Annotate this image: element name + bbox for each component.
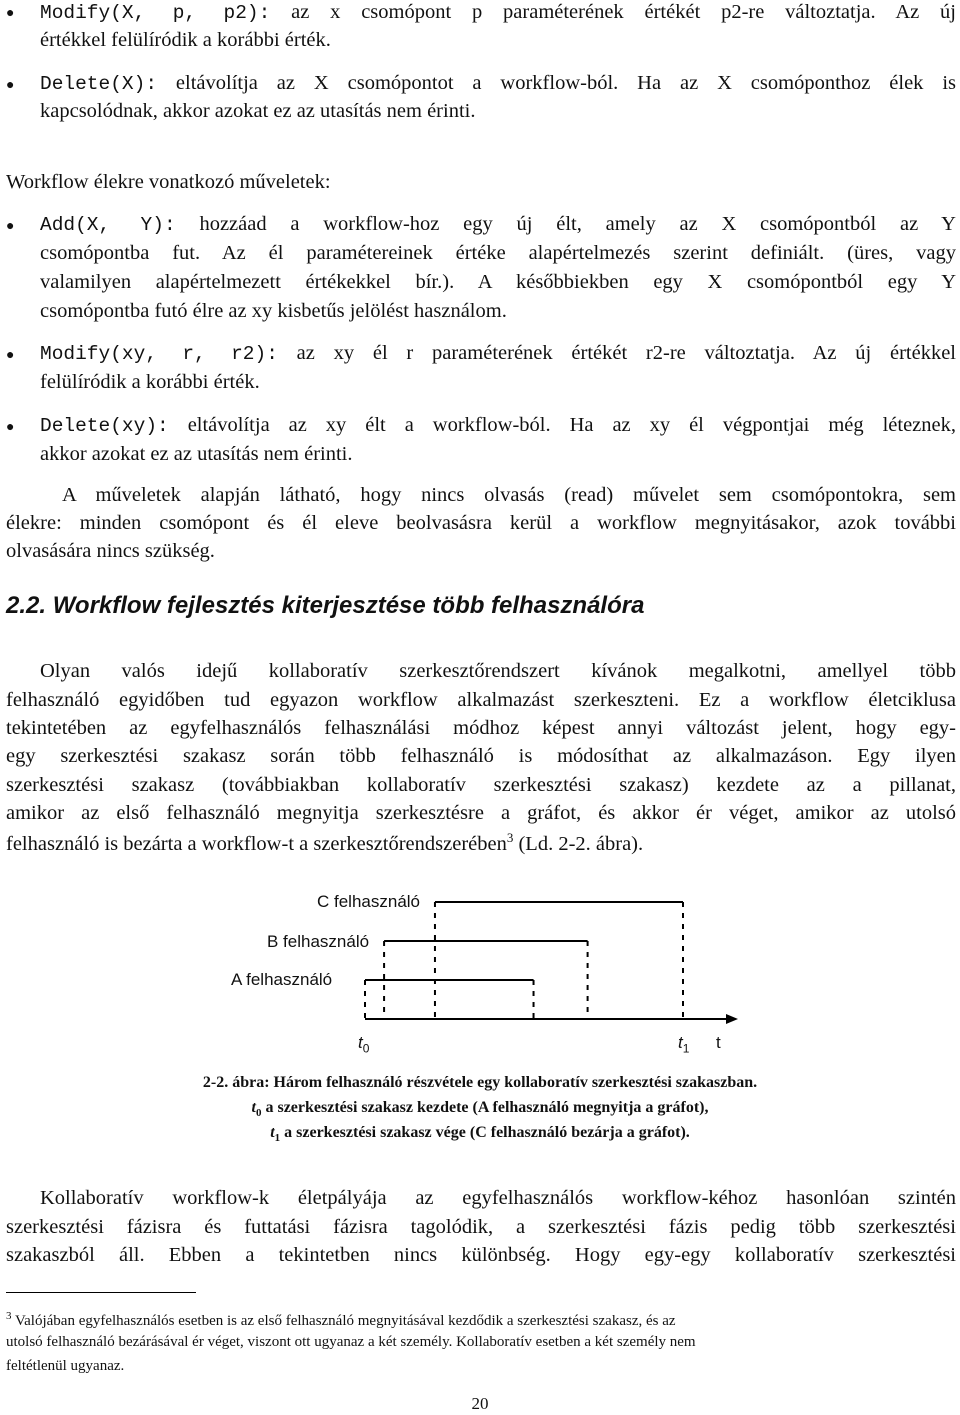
figure-caption-line xyxy=(0,1099,960,1119)
label-user-a: A felhasználó xyxy=(231,970,333,989)
figure-caption-title: 2-2. ábra: Három felhasználó részvétele egy kollaboratív szerkesztési szakaszban. xyxy=(202,1074,758,1091)
paragraph-line: felhasználó egyidőben tud egyazon workflow alkalmazást szerkeszteni. Ez a workflow életciklusa xyxy=(6,689,956,711)
axis-arrowhead xyxy=(726,1014,738,1024)
label-t0-base: t xyxy=(358,1033,363,1052)
bullet-continuation: valamilyen alapértelmezett értékekkel bír.). A későbbiekben egy X csomópontból egy Y xyxy=(40,271,956,293)
section-heading: 2.2. Workflow fejlesztés kiterjesztése több felhasználóra xyxy=(6,592,645,619)
code-signature: Add(X, Y): xyxy=(40,214,176,236)
bullet-line xyxy=(40,1,956,24)
figure-timeline xyxy=(220,885,740,1065)
bullet-continuation: kapcsolódnak, akkor azokat ez az utasítás nem érinti. xyxy=(40,100,476,122)
bullet-dot: ● xyxy=(6,78,15,93)
bullet-continuation: akkor azokat ez az utasítás nem érinti. xyxy=(40,443,353,465)
paragraph-text: (Ld. 2-2. ábra). xyxy=(518,832,644,855)
caption-t1: t xyxy=(270,1124,275,1141)
code-signature: Delete(X): xyxy=(40,73,158,95)
label-t1-base: t xyxy=(678,1033,683,1052)
caption-t0: t xyxy=(251,1099,256,1116)
bullet-dot: ● xyxy=(6,420,15,435)
page-number: 20 xyxy=(471,1394,489,1413)
bullet-text: az x csomópont p paraméterének értékét p2-re változtatja. Az új xyxy=(270,1,956,23)
caption-text: a szerkesztési szakasz vége (C felhasználó bezárja a gráfot). xyxy=(280,1124,690,1141)
caption-t1-sub: 1 xyxy=(274,1132,281,1145)
footnote-line: feltétlenül ugyanaz. xyxy=(6,1358,125,1374)
bullet-dot: ● xyxy=(6,6,15,21)
bullet-continuation: csomópontba fut. Az él paramétereinek értéke alapértelmezés szerint definiált. (üres, vagy xyxy=(40,242,956,264)
footnote-line xyxy=(6,1310,676,1330)
bullet-line xyxy=(40,342,956,365)
label-t1 xyxy=(678,1033,689,1055)
paragraph-line: Olyan valós idejű kollaboratív szerkesztőrendszert kívánok megalkotni, amellyel több xyxy=(40,660,956,682)
code-signature: Delete(xy): xyxy=(40,415,169,437)
caption-t0-sub: 0 xyxy=(255,1107,262,1120)
bullet-continuation: értékkel felülíródik a korábbi érték. xyxy=(40,29,331,51)
paragraph-line: szerkesztési fázisra és futtatási fázisra tagolódik, a szerkesztési fázis pedig több szerkesztési xyxy=(6,1216,956,1238)
footnote-text: Valójában egyfelhasználós esetben is az első felhasználó megnyitásával kezdődik a szerkesztési szakasz, és az xyxy=(11,1313,676,1329)
bullet-dot: ● xyxy=(6,219,15,234)
bullet-text: hozzáad a workflow-hoz egy új élt, amely az X csomópontból az Y xyxy=(175,213,956,235)
paragraph-line: A műveletek alapján látható, hogy nincs olvasás (read) művelet sem csomópontokra, sem xyxy=(62,484,956,506)
label-t1-sub: 1 xyxy=(682,1041,690,1056)
bullet-continuation: csomópontba futó élre az xy kisbetűs jelölést használom. xyxy=(40,300,507,322)
paragraph-line: Kollaboratív workflow-k életpályája az egyfelhasználós workflow-kéhoz hasonlóan szintén xyxy=(40,1187,956,1209)
paragraph-line: olvasására nincs szükség. xyxy=(6,540,215,562)
code-signature: Modify(xy, r, r2): xyxy=(40,343,278,365)
label-user-b: B felhasználó xyxy=(267,932,370,951)
bullet-text: eltávolítja az xy élt a workflow-ból. Ha az xy él végpontjai még léteznek, xyxy=(168,414,956,436)
bullet-line xyxy=(40,213,956,236)
paragraph-line: amikor az első felhasználó megnyitja szerkesztésre a gráfot, és akkor ér véget, amikor az utolsó xyxy=(6,802,956,824)
edge-ops-intro: Workflow élekre vonatkozó műveletek: xyxy=(6,171,331,193)
footnote-ref: 3 xyxy=(506,830,514,845)
bullet-text: eltávolítja az X csomópontot a workflow-ból. Ha az X csomóponthoz élek is xyxy=(157,72,956,94)
footnote-mark: 3 xyxy=(6,1310,12,1322)
label-user-c: C felhasználó xyxy=(317,892,421,911)
label-t0-sub: 0 xyxy=(362,1041,370,1056)
caption-text: a szerkesztési szakasz kezdete (A felhasználó megnyitja a gráfot), xyxy=(261,1099,709,1116)
bullet-continuation: felülíródik a korábbi érték. xyxy=(40,371,260,393)
bullet-dot: ● xyxy=(6,348,15,363)
paragraph-line: szakaszból áll. Ebben a tekintetben nincs különbség. Hogy egy-egy kollaboratív szerkesztési xyxy=(6,1244,956,1266)
footnote-line: utolsó felhasználó bezárásával ér véget, viszont ott ugyanaz a két személy. Kollaboratív esetben a két személy nem xyxy=(6,1334,696,1350)
code-signature: Modify(X, p, p2): xyxy=(40,2,271,24)
paragraph-line: tekintetében az egyfelhasználós felhasználási módhoz képest annyi változást jelent, hogy egy- xyxy=(6,717,956,739)
footnote-separator xyxy=(6,1292,196,1293)
bullet-line xyxy=(40,414,956,437)
paragraph-line: élekre: minden csomópont és él eleve beolvasásra kerül a workflow megnyitásakor, azok további xyxy=(6,512,956,534)
paragraph-line: szerkesztési szakasz (továbbiakban kollaboratív szerkesztési szakasz) kezdete az a pillanat, xyxy=(6,774,956,796)
bullet-text: az xy él r paraméterének értékét r2-re változtatja. Az új értékkel xyxy=(277,342,957,364)
bullet-line xyxy=(40,72,956,95)
paragraph-line xyxy=(6,830,643,856)
paragraph-line: egy szerkesztési szakasz során több felhasználó is módosíthat az alkalmazáson. Egy ilyen xyxy=(6,745,956,767)
timeline-bars xyxy=(365,902,683,1019)
label-t-axis: t xyxy=(716,1033,721,1052)
label-t0 xyxy=(358,1033,369,1055)
figure-caption-line xyxy=(0,1124,960,1144)
paragraph-text: felhasználó is bezárta a workflow-t a szerkesztőrendszerében xyxy=(6,832,507,855)
